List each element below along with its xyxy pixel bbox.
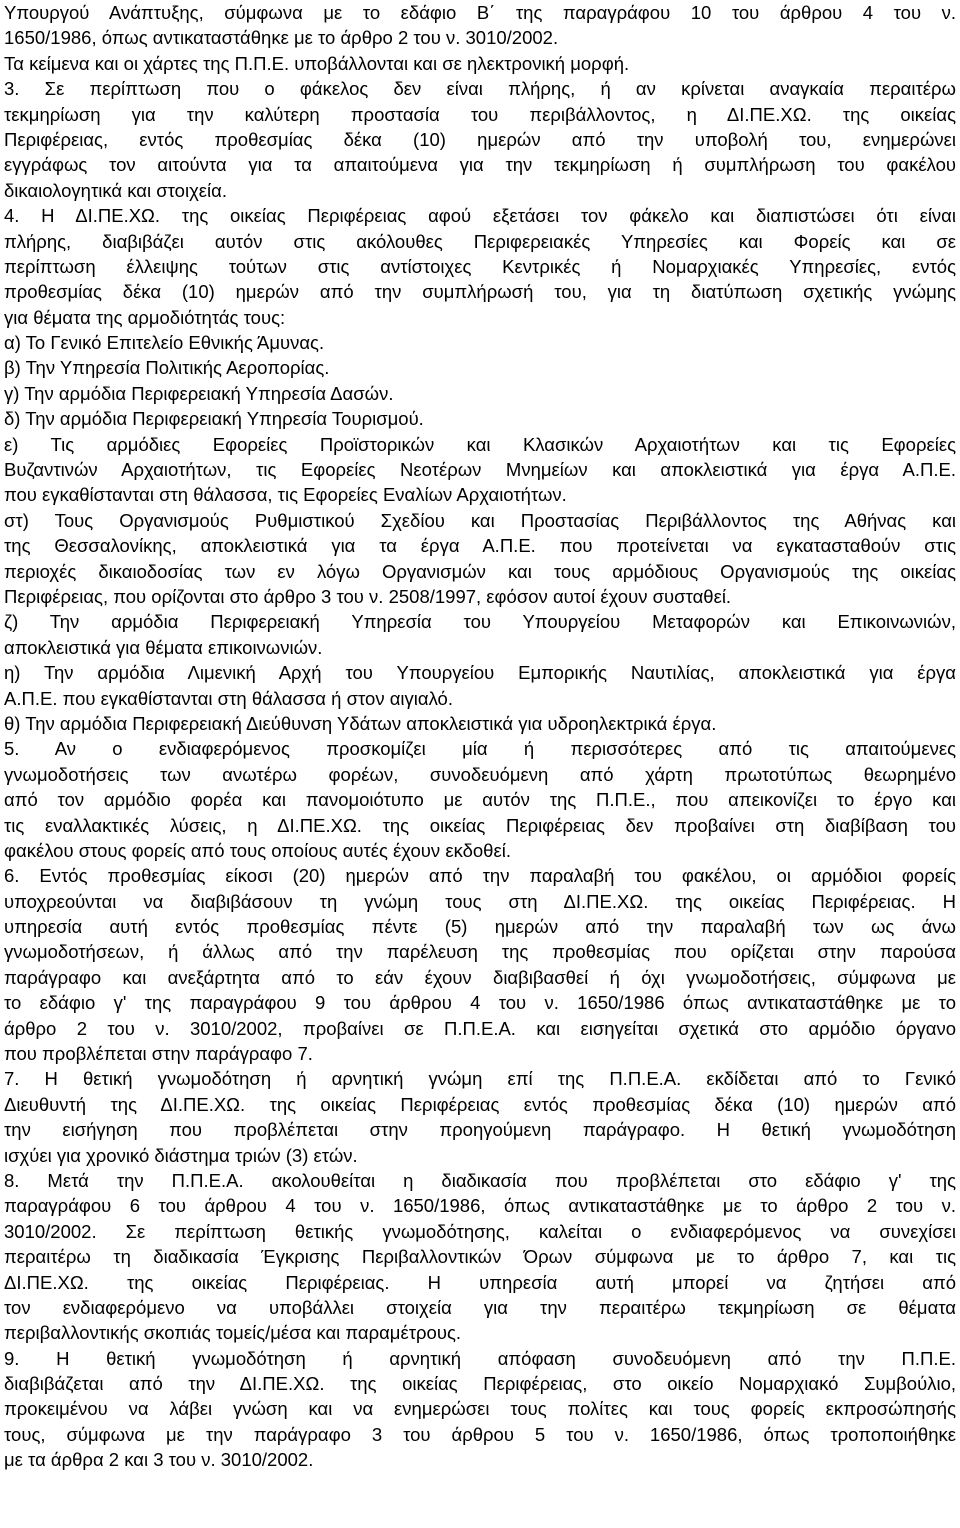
text-line: τεκμηρίωση για την καλύτερη προστασία του περιβάλλοντος, η ΔΙ.ΠΕ.ΧΩ. της οικείας xyxy=(4,103,956,125)
text-line: προθεσμίας δέκα (10) ημερών από την συμπλήρωσή του, για τη διατύπωση σχετικής γνώμης xyxy=(4,281,956,303)
text-line: που εγκαθίστανται στη θάλασσα, τις Εφορείες Εναλίων Αρχαιοτήτων. xyxy=(4,484,567,506)
text-line: με τα άρθρα 2 και 3 του ν. 3010/2002. xyxy=(4,1449,314,1471)
text-line: Α.Π.Ε. που εγκαθίστανται στη θάλασσα ή στον αιγιαλό. xyxy=(4,687,453,709)
text-line: Βυζαντινών Αρχαιοτήτων, τις Εφορείες Νεοτέρων Μνημείων και αποκλειστικά για έργα Α.Π.Ε. xyxy=(4,459,956,481)
text-line: 7. Η θετική γνωμοδότηση ή αρνητική γνώμη επί της Π.Π.Ε.Α. εκδίδεται από το Γενικό xyxy=(4,1068,956,1090)
text-line: παραγράφου 6 του άρθρου 4 του ν. 1650/1986, όπως αντικαταστάθηκε με το άρθρο 2 του ν. xyxy=(4,1195,956,1217)
text-line: 4. Η ΔΙ.ΠΕ.ΧΩ. της οικείας Περιφέρειας αφού εξετάσει τον φάκελο και διαπιστώσει ότι είναι xyxy=(4,205,956,227)
text-line: το εδάφιο γ' της παραγράφου 9 του άρθρου 4 του ν. 1650/1986 όπως αντικαταστάθηκε με το xyxy=(4,992,956,1014)
text-line: άρθρο 2 του ν. 3010/2002, προβαίνει σε Π.Π.Ε.Α. και εισηγείται σχετικά στο αρμόδιο όργανο xyxy=(4,1017,956,1039)
text-line: 3010/2002. Σε περίπτωση θετικής γνωμοδότησης, καλείται ο ενδιαφερόμενος να συνεχίσει xyxy=(4,1220,956,1242)
text-line: περίπτωση έλλειψης τούτων στις αντίστοιχες Κεντρικές ή Νομαρχιακές Υπηρεσίες, εντός xyxy=(4,255,956,277)
text-line: 8. Μετά την Π.Π.Ε.Α. ακολουθείται η διαδικασία που προβλέπεται στο εδάφιο γ' της xyxy=(4,1169,956,1191)
text-line: τους, σύμφωνα με την παράγραφο 3 του άρθρου 5 του ν. 1650/1986, όπως τροποποιήθηκε xyxy=(4,1423,956,1445)
text-line: γνωμοδοτήσεις των ανωτέρω φορέων, συνοδευόμενη από χάρτη πρωτοτύπως θεωρημένο xyxy=(4,763,956,785)
text-line: παράγραφο και ανεξάρτητα από το εάν έχουν διαβιβασθεί ή όχι γνωμοδοτήσεις, σύμφωνα με xyxy=(4,966,956,988)
text-line: δ) Την αρμόδια Περιφερειακή Υπηρεσία Τουρισμού. xyxy=(4,408,424,430)
text-line: από τον αρμόδιο φορέα και πανομοιότυπο με αυτόν της Π.Π.Ε., που απεικονίζει το έργο και xyxy=(4,789,956,811)
text-line: τις εναλλακτικές λύσεις, η ΔΙ.ΠΕ.ΧΩ. της οικείας Περιφέρειας δεν προβαίνει στη διαβίβαση του xyxy=(4,814,956,836)
text-line: 9. Η θετική γνωμοδότηση ή αρνητική απόφαση συνοδευόμενη από την Π.Π.Ε. xyxy=(4,1347,956,1369)
text-line: διαβιβάζεται από την ΔΙ.ΠΕ.ΧΩ. της οικείας Περιφέρειας, στο οικείο Νομαρχιακό Συμβούλιο, xyxy=(4,1373,956,1395)
text-line: ΔΙ.ΠΕ.ΧΩ. της οικείας Περιφέρειας. Η υπηρεσία αυτή μπορεί να ζητήσει από xyxy=(4,1271,956,1293)
text-line: που προβλέπεται στην παράγραφο 7. xyxy=(4,1043,313,1065)
text-line: 3. Σε περίπτωση που ο φάκελος δεν είναι πλήρης, ή αν κρίνεται αναγκαία περαιτέρω xyxy=(4,78,956,100)
text-line: φακέλου στους φορείς από τους οποίους αυτές έχουν εκδοθεί. xyxy=(4,839,511,861)
text-line: εγγράφως τον αιτούντα για τα απαιτούμενα για την τεκμηρίωση ή συμπλήρωση του φακέλου xyxy=(4,154,956,176)
text-line: στ) Τους Οργανισμούς Ρυθμιστικού Σχεδίου και Προστασίας Περιβάλλοντος της Αθήνας και xyxy=(4,509,956,531)
text-line: Περιφέρειας, εντός προθεσμίας δέκα (10) ημερών από την υποβολή του, ενημερώνει xyxy=(4,128,956,150)
text-line: Τα κείμενα και οι χάρτες της Π.Π.Ε. υποβάλλονται και σε ηλεκτρονική μορφή. xyxy=(4,52,630,74)
text-line: δικαιολογητικά και στοιχεία. xyxy=(4,179,227,201)
text-line: 1650/1986, όπως αντικαταστάθηκε με το άρθρο 2 του ν. 3010/2002. xyxy=(4,27,559,49)
text-line: προκειμένου να λάβει γνώση και να ενημερώσει τους πολίτες και τους φορείς εκπροσώπησής xyxy=(4,1398,956,1420)
text-line: για θέματα της αρμοδιότητάς τους: xyxy=(4,306,286,328)
text-line: περαιτέρω τη διαδικασία Έγκρισης Περιβαλλοντικών Όρων σύμφωνα με το άρθρο 7, και τις xyxy=(4,1246,956,1268)
text-line: 5. Αν ο ενδιαφερόμενος προσκομίζει μία ή περισσότερες από τις απαιτούμενες xyxy=(4,738,956,760)
text-line: της Θεσσαλονίκης, αποκλειστικά για τα έργα Α.Π.Ε. που προτείνεται να εγκατασταθούν στις xyxy=(4,535,956,557)
text-line: ισχύει για χρονικό διάστημα τριών (3) ετών. xyxy=(4,1144,358,1166)
text-line: θ) Την αρμόδια Περιφερειακή Διεύθυνση Υδάτων αποκλειστικά για υδροηλεκτρικά έργα. xyxy=(4,712,717,734)
text-line: Περιφέρειας, που ορίζονται στο άρθρο 3 του ν. 2508/1997, εφόσον αυτοί έχουν συσταθεί. xyxy=(4,585,732,607)
text-line: την εισήγηση που προβλέπεται στην προηγούμενη παράγραφο. Η θετική γνωμοδότηση xyxy=(4,1119,956,1141)
text-line: τον ενδιαφερόμενο να υποβάλλει στοιχεία για την περαιτέρω τεκμηρίωση σε θέματα xyxy=(4,1296,956,1318)
text-line: η) Την αρμόδια Λιμενική Αρχή του Υπουργείου Εμπορικής Ναυτιλίας, αποκλειστικά για έργα xyxy=(4,662,956,684)
text-line: πλήρης, διαβιβάζει αυτόν στις ακόλουθες Περιφερειακές Υπηρεσίες και Φορείς και σε xyxy=(4,230,956,252)
text-line: ε) Τις αρμόδιες Εφορείες Προϊστορικών και Κλασικών Αρχαιοτήτων και τις Εφορείες xyxy=(4,433,956,455)
text-line: γ) Την αρμόδια Περιφερειακή Υπηρεσία Δασών. xyxy=(4,382,394,404)
text-line: υποχρεούνται να διαβιβάσουν τη γνώμη τους στη ΔΙ.ΠΕ.ΧΩ. της οικείας Περιφέρειας. Η xyxy=(4,890,956,912)
text-line: 6. Εντός προθεσμίας είκοσι (20) ημερών από την παραλαβή του φακέλου, οι αρμόδιοι φορείς xyxy=(4,865,956,887)
text-line: Υπουργού Ανάπτυξης, σύμφωνα με το εδάφιο Β΄ της παραγράφου 10 του άρθρου 4 του ν. xyxy=(4,2,956,23)
text-line: Διευθυντή της ΔΙ.ΠΕ.ΧΩ. της οικείας Περιφέρειας εντός προθεσμίας δέκα (10) ημερών από xyxy=(4,1093,956,1115)
text-line: α) Το Γενικό Επιτελείο Εθνικής Άμυνας. xyxy=(4,332,325,354)
text-line: β) Την Υπηρεσία Πολιτικής Αεροπορίας. xyxy=(4,357,330,379)
text-line: περιβαλλοντικής σκοπιάς τομείς/μέσα και παραμέτρους. xyxy=(4,1322,461,1344)
text-line: αποκλειστικά για θέματα επικοινωνιών. xyxy=(4,636,323,658)
text-line: γνωμοδοτήσεων, ή άλλως από την παρέλευση της προθεσμίας που ορίζεται στην παρούσα xyxy=(4,941,956,963)
text-line: ζ) Την αρμόδια Περιφερειακή Υπηρεσία του Υπουργείου Μεταφορών και Επικοινωνιών, xyxy=(4,611,956,633)
text-line: περιοχές δικαιοδοσίας των εν λόγω Οργανισμών και τους αρμόδιους Οργανισμούς της οικείας xyxy=(4,560,956,582)
text-line: υπηρεσία αυτή εντός προθεσμίας πέντε (5) ημερών από την παραλαβή των ως άνω xyxy=(4,916,956,938)
